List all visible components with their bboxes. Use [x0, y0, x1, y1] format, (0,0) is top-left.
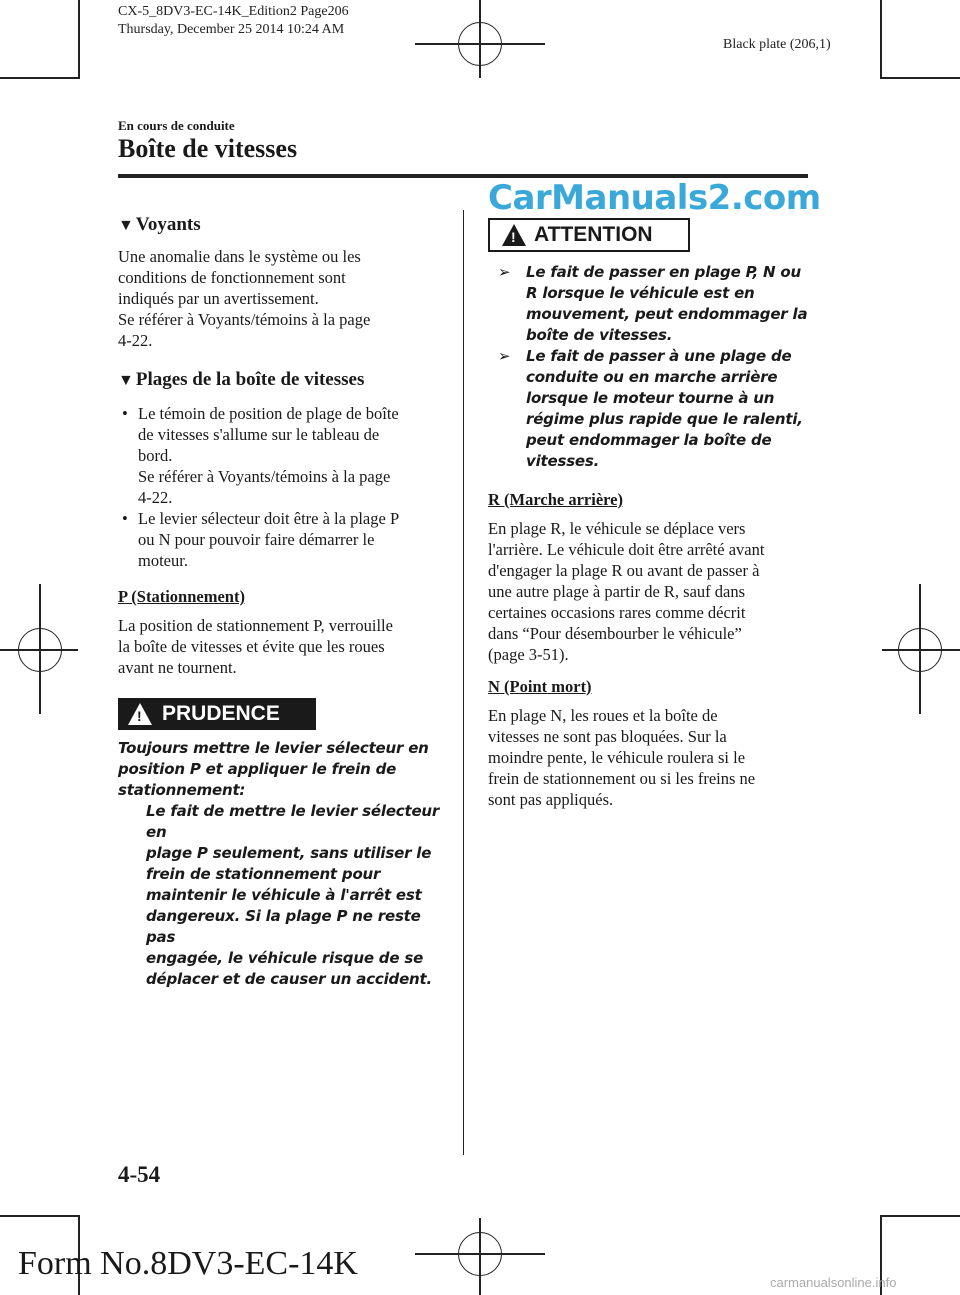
p-stationnement-heading: P (Stationnement) — [118, 587, 245, 606]
list-item: ➢ Le fait de passer en plage P, N ou R lorsque le véhicule est en mouvement, peut endommager la boîte de vitesses. — [498, 263, 808, 344]
page-number: 4-54 — [118, 1162, 161, 1187]
warning-icon: ! — [128, 703, 152, 725]
warning-icon: ! — [502, 224, 526, 246]
column-divider — [463, 210, 464, 1155]
n-point-mort-heading: N (Point mort) — [488, 677, 592, 696]
page-title: Boîte de vitesses — [118, 134, 298, 163]
watermark-logo: CarManuals2.com — [488, 178, 821, 218]
arrow-right-icon: ➢ — [498, 347, 511, 365]
r-marche-heading: R (Marche arrière) — [488, 490, 623, 509]
prudence-badge: ! PRUDENCE — [118, 698, 316, 730]
file-info-line1: CX-5_8DV3-EC-14K_Edition2 Page206 — [118, 4, 349, 19]
list-item: ➢ Le fait de passer à une plage de conduite ou en marche arrière lorsque le moteur tourne à un régime plus rapide que le ralenti, peut endommager la boîte de vitesses. — [498, 347, 803, 470]
n-point-mort-text: En plage N, les roues et la boîte de vitesses ne sont pas bloquées. Sur la moindre pente, le véhicule roulera si le frein de stationnement ou si les freins ne sont pas appliqués. — [488, 706, 756, 809]
file-info-line2: Thursday, December 25 2014 10:24 AM — [118, 22, 345, 37]
r-marche-text: En plage R, le véhicule se déplace vers l'arrière. Le véhicule doit être arrêté avant d'engager la plage R ou avant de passer à une autre plage à partir de R, sauf dans certaines occasions rares comme décrit dans “Pour désembourber le véhicule” (page 3-51). — [488, 519, 765, 664]
bullet-icon: • — [122, 404, 128, 423]
voyants-text: Une anomalie dans le système ou les conditions de fonctionnement sont indiqués par un avertissement. Se référer à Voyants/témoins à la page 4-22. — [118, 247, 371, 350]
arrow-right-icon: ➢ — [498, 263, 511, 281]
attention-badge: ! ATTENTION — [488, 218, 690, 252]
plages-list — [118, 403, 448, 571]
left-column — [118, 214, 448, 990]
triangle-down-icon: ▼ — [118, 217, 134, 234]
footer-watermark: carmanualsonline.info — [770, 1275, 897, 1290]
plate-label: Black plate (206,1) — [723, 37, 831, 52]
right-column — [488, 218, 810, 810]
prudence-lead: Toujours mettre le levier sélecteur en position P et appliquer le frein de stationnement: — [118, 739, 429, 799]
triangle-down-icon: ▼ — [118, 372, 134, 389]
section-label: En cours de conduite — [118, 118, 235, 133]
attention-list — [498, 262, 810, 472]
prudence-body: Le fait de mettre le levier sélecteur en plage P seulement, sans utiliser le frein de stationnement pour maintenir le véhicule à l'arrêt est dangereux. Si la plage P ne reste pas engagée, le véhicule risque de se déplacer et de causer un accident. — [146, 802, 440, 988]
form-number: Form No.8DV3-EC-14K — [18, 1245, 358, 1282]
p-stationnement-text: La position de stationnement P, verrouille la boîte de vitesses et évite que les roues avant ne tournent. — [118, 616, 393, 677]
bullet-icon: • — [122, 509, 128, 528]
plages-heading: ▼ Plages de la boîte de vitesses — [118, 369, 365, 390]
voyants-heading: ▼ Voyants — [118, 214, 201, 235]
list-item: • Le levier sélecteur doit être à la plage P ou N pour pouvoir faire démarrer le moteur. — [122, 509, 400, 570]
list-item: • Le témoin de position de plage de boîte de vitesses s'allume sur le tableau de bord. Se référer à Voyants/témoins à la page 4-22. — [122, 404, 399, 507]
